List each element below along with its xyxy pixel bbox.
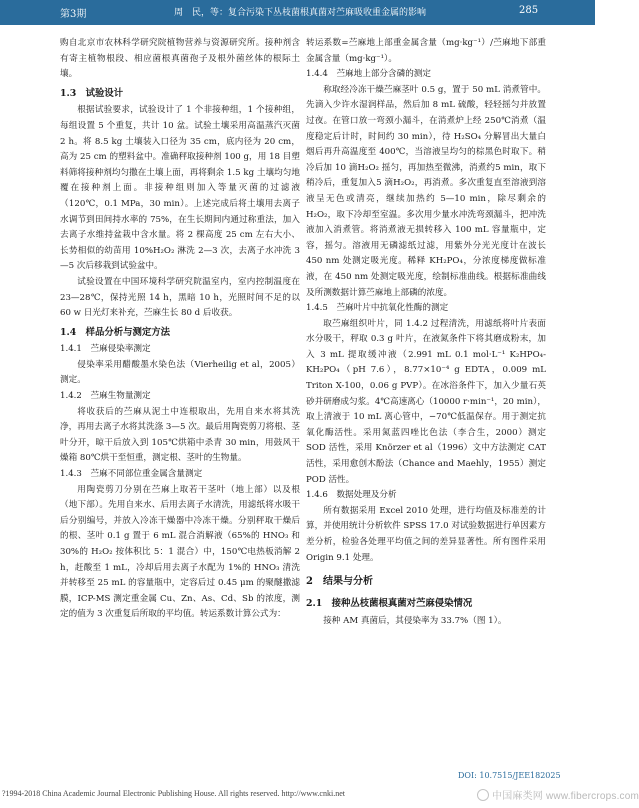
section-1-4-1-paragraph: 侵染率采用醋酸墨水染色法（Vierheilig et al，2005）测定。 <box>60 359 300 386</box>
section-1-4-2-paragraph: 将收获后的苎麻从泥土中连根取出，先用自来水将其洗净，再用去离子水将其洗涤 3—5 次。最后用陶瓷剪刀将根、茎叶分开，晾干后放入到 105℃烘箱中杀青 30 min，用鼓风干燥箱 80℃烘干至恒重，测定根、茎叶的生物量。 <box>60 406 300 464</box>
section-1-4-5-paragraph: 取苎麻组织叶片，同 1.4.2 过程清洗，用滤纸将叶片表面水分吸干，秤取 0.3 g 叶片，在液氮条件下将其磨成粉末，加入 3 mL 提取缓冲液（2.991 mL 0.1 mol·L⁻¹ K₂HPO₄-KH₂PO₄（pH 7.6），8.77×10⁻⁴ g EDTA，0.009 mL Triton X-100，0.06 g PVP）。在冰浴条件下，加入少量石英砂并研磨成匀浆。4℃高速离心（10000 r·min⁻¹，20 min），取上清液于 10 mL 离心管中，−70℃低温保存。用于测定抗氧化酶活性。采用氮蓝四唑比色法（李合生，2000）测定 SOD 活性，采用 Knörzer et al（1996）文中方法测定 CAT 活性，采用愈创木酚法（Chance and Maehly，1955）测定 POD 活性。 <box>306 318 546 485</box>
page-number: 285 <box>519 5 539 16</box>
copyright-notice: ?1994-2018 China Academic Journal Electronic Publishing House. All rights reserved. http://www.cnki.net <box>2 789 345 798</box>
section-1-4-4-paragraph: 称取经冷冻干燥苎麻茎叶 0.5 g，置于 50 mL 消煮管中。先滴入少许水湿润样品，然后加 8 mL 硫酸，轻轻摇匀并放置过夜。在管口放一弯颈小漏斗，在消煮炉上经 250℃消煮（温度稳定后计时，时间约 30 min），待 H₂SO₄ 分解冒出大量白烟后再升高温度至 400℃，当溶液呈均匀的棕黑色时取下。稍冷后加 10 滴H₂O₂ 摇匀，再加热至微沸，消煮约5 min，取下稍冷后，重复加入5 滴H₂O₂，再消煮。多次重复直至溶液到溶液呈无色或清亮，继续加热约 5—10 min，除尽剩余的 H₂O₂，取下冷却至室温。多次用少量水冲洗弯颈漏斗，把冲洗液加入消煮管。将消煮液无损转移入 100 mL 容量瓶中，定容，摇匀。溶液用无磷滤纸过滤，用紫外分光光度计在波长 450 nm 处测定吸光度。稀释 KH₂PO₄，分浓度梯度做标准液，在 450 nm 处测定吸光度，绘制标准曲线。根据标准曲线及所测数据计算苎麻地上部磷的浓度。 <box>306 84 546 298</box>
section-1-3-paragraph-1: 根据试验要求，试验设计了 1 个非接种组，1 个接种组，每组设置 5 个重复，共计 10 盆。试验土壤采用高温蒸汽灭菌 2 h。将 8.5 kg 土壤装入口径为 35 cm，底内径为 20 cm，高为 25 cm 的塑料盆中。准确秤取接种剂 100 g，用 18 目塑料筛将接种剂均匀撒在土壤上面，再将剩余 1.5 kg 土壤均匀地覆在接种剂上面。非接种组则加入等量灭菌的过滤液（120℃，0.1 MPa，30 min）。上述完成后将土壤用去离子水调节到田间持水率的 75%，在生长期间内通过称重法，加入去离子水维持盆栽中含水量。将 2 棵高度 25 cm 左右大小、长势相似的幼苗用 10%H₂O₂ 淋洗 2—3 次，去离子水冲洗 3—5 次后移栽到试验盆中。 <box>60 105 300 272</box>
section-1-4-1-heading: 1.4.1 苎麻侵染率测定 <box>60 344 151 355</box>
section-2-1-paragraph: 接种 AM 真菌后，其侵染率为 33.7%（图 1）。 <box>323 615 507 626</box>
section-1-4-3-heading: 1.4.3 苎麻不同部位重金属含量测定 <box>60 469 203 480</box>
section-1-3-heading: 1.3 试验设计 <box>60 87 124 99</box>
section-2-heading: 2 结果与分析 <box>306 576 373 588</box>
running-title: 周 民，等：复合污染下丛枝菌根真菌对苎麻吸收重金属的影响 <box>174 8 427 18</box>
section-1-4-6-heading: 1.4.6 数据处理及分析 <box>306 490 397 501</box>
left-column <box>60 36 300 623</box>
watermark-text: 中国麻类网 www.fibercrops.com <box>492 791 639 802</box>
doi-label: DOI: 10.7515/JEE182025 <box>458 771 561 780</box>
section-1-4-2-heading: 1.4.2 苎麻生物量测定 <box>60 391 151 402</box>
section-1-4-6-paragraph: 所有数据采用 Excel 2010 处理，进行均值及标准差的计算，并使用统计分析软件 SPSS 17.0 对试验数据进行单因素方差分析，检验各处理平均值之间的差异显著性。所有图件采用 Origin 9.1 处理。 <box>306 505 546 563</box>
transfer-coefficient-formula: 转运系数=苎麻地上部重金属含量（mg·kg⁻¹）/苎麻地下部重金属含量（mg·kg⁻¹）。 <box>306 38 546 64</box>
right-column <box>306 36 546 629</box>
page-header-bar <box>0 0 595 25</box>
watermark-logo-icon <box>477 789 489 801</box>
continued-paragraph: 购自北京市农林科学研究院植物营养与资源研究所。接种剂含有寄主植物根段、相应菌根真菌孢子及根外菌丝体的根际土壤。 <box>60 38 300 80</box>
section-1-3-paragraph-2: 试验设置在中国环境科学研究院温室内，室内控制温度在 23—28℃，保持光照 14 h，黑暗 10 h，光照时间不足的以 60 w 日光灯来补充，苎麻生长 80 d 后收获。 <box>60 276 300 319</box>
section-2-1-heading: 2.1 接种丛枝菌根真菌对苎麻侵染情况 <box>306 598 473 610</box>
page-footer <box>0 770 639 808</box>
section-1-4-3-paragraph: 用陶瓷剪刀分别在苎麻上取若干茎叶（地上部）以及根（地下部）。先用自来水、后用去离子水清洗，用滤纸将水吸干后分别编号，并放入冷冻干燥器中冷冻干燥。分别秤取干燥后的根、茎叶 0.1 g 置于 6 mL 混合消解液（65%的 HNO₃ 和 30%的 H₂O₂ 按体积比 5：1 混合）中，150℃电热板消解 2 h，赶酸至 1 mL，冷却后用去离子水配为 1%的 HNO₃ 清洗并转移至 25 mL 的容量瓶中，定容后过 0.45 μm 的聚醚撒滤膜，ICP-MS 测定重金属 Cu、Zn、As、Cd、Sb 的浓度，测定的值为 3 次重复后所取的平均值。转运系数计算公式为： <box>60 484 300 620</box>
section-1-4-heading: 1.4 样品分析与测定方法 <box>60 326 171 338</box>
section-1-4-4-heading: 1.4.4 苎麻地上部分含磷的测定 <box>306 69 431 80</box>
section-1-4-5-heading: 1.4.5 苎麻叶片中抗氧化性酶的测定 <box>306 303 449 314</box>
watermark <box>477 787 639 802</box>
issue-label: 第3期 <box>60 9 87 20</box>
